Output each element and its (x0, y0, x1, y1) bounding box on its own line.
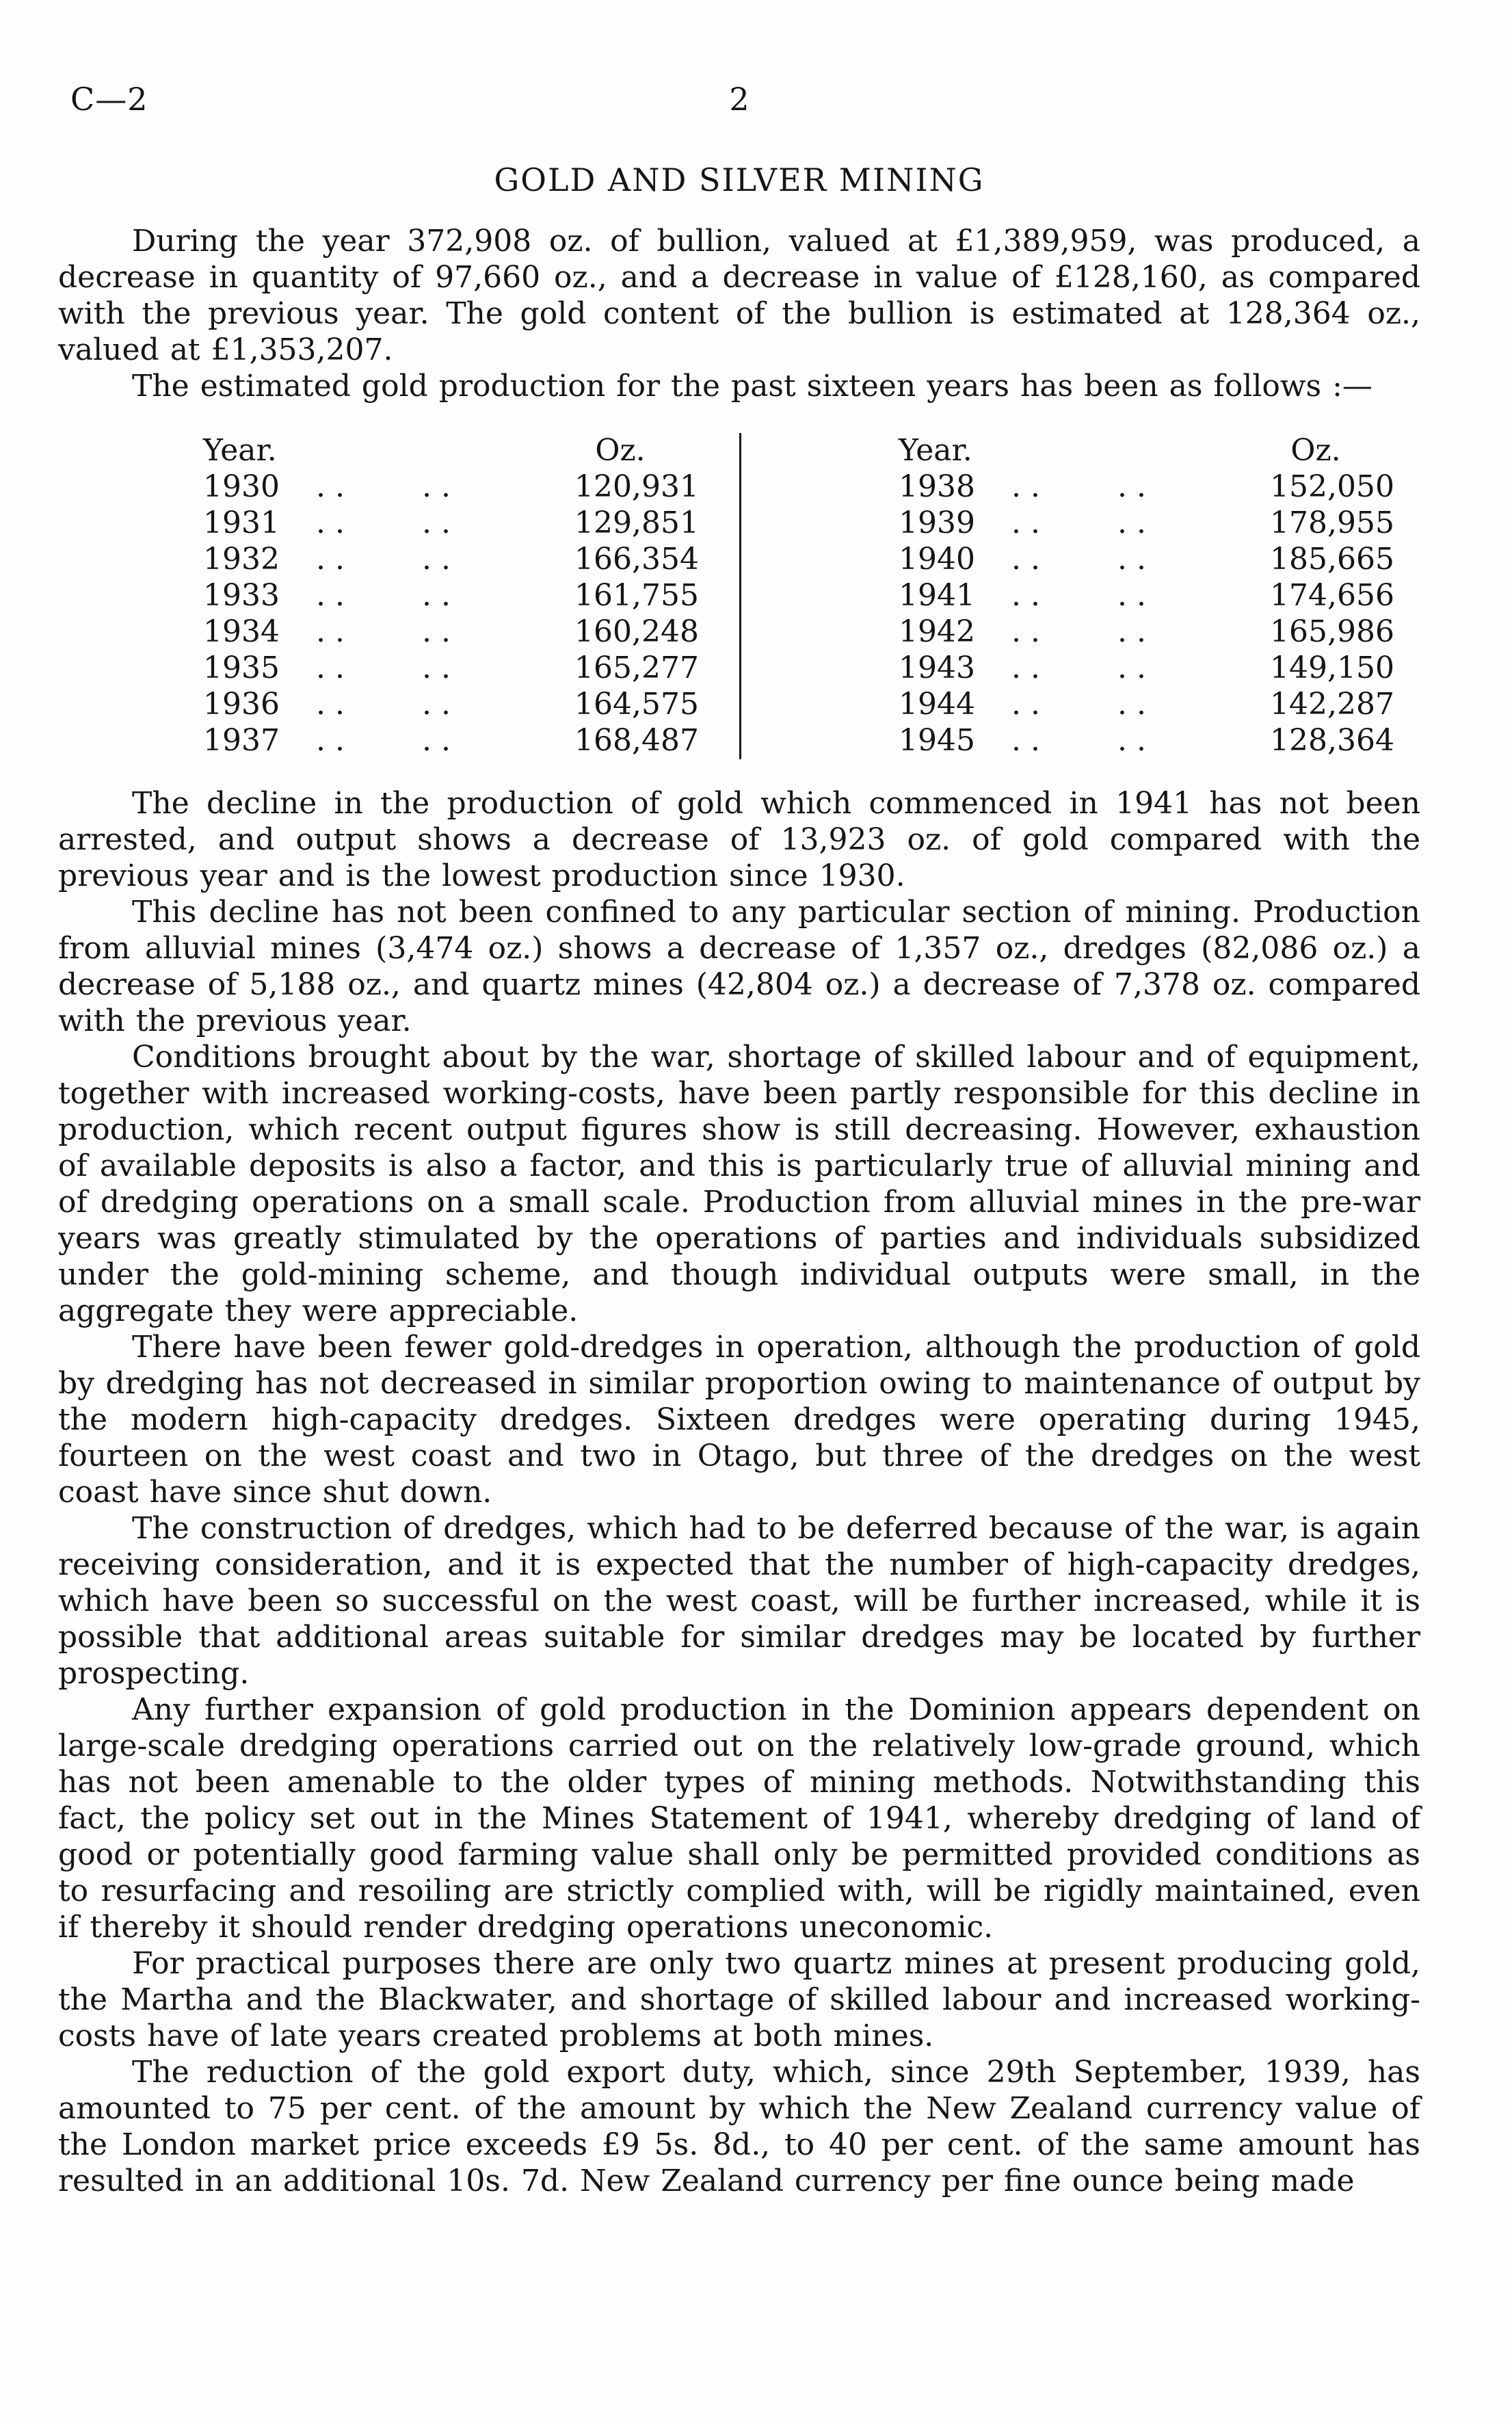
leader-dots: .. (1117, 723, 1156, 758)
leader-dots: .. (422, 723, 460, 758)
table-row (203, 651, 699, 687)
oz-cell: 128,364 (1270, 723, 1394, 758)
table-header-row (203, 433, 699, 469)
year-cell: 1936 (203, 687, 280, 722)
paragraph-bullion-summary: During the year 372,908 oz. of bullion, valued at £1,389,959, was produced, a decrease in quantity of 97,660 oz., and a decrease in value of £128,160, as compared with the previous year. The gold content of the bullion is estimated at 128,364 oz., valued at £1,353,207. (58, 224, 1420, 367)
leader-dots: .. (422, 614, 460, 649)
paragraph-decline: The decline in the production of gold which commenced in 1941 has not been arrested, and output shows a decrease of 13,923 oz. of gold compared with the previous year and is the lowest production since 1930. (58, 786, 1420, 893)
table-row (899, 505, 1394, 542)
table-row (899, 578, 1394, 614)
year-cell: 1934 (203, 614, 280, 649)
oz-column-header: Oz. (595, 433, 646, 468)
oz-cell: 185,665 (1270, 542, 1394, 577)
production-table-left-grid (203, 433, 699, 759)
leader-dots: .. (1117, 578, 1156, 613)
leader-dots: .. (1117, 542, 1156, 577)
leader-dots: .. (422, 505, 460, 540)
leader-dots: .. (316, 723, 354, 758)
oz-cell: 129,851 (574, 505, 699, 540)
paragraph-expansion-policy: Any further expansion of gold production in the Dominion appears dependent on large-scale dredging operations carried out on the relatively low-grade ground, which has not been amenable to the older types of mining methods. Notwithstanding this fact, the policy set out in the Mines Statement of 1941, whereby dredging of land of good or potentially good farming value shall only be permitted provided conditions as to resurfacing and resoiling are strictly complied with, will be rigidly maintained, even if thereby it should render dredging operations uneconomic. (58, 1692, 1420, 1945)
table-row (203, 505, 699, 542)
leader-dots: .. (422, 687, 460, 722)
paragraph-war-conditions: Conditions brought about by the war, shortage of skilled labour and of equipment, together with increased working-costs, have been partly responsible for this decline in production, which recent output figures show is still decreasing. However, exhaustion of available deposits is also a factor, and this is particularly true of alluvial mining and of dredging operations on a small scale. Production from alluvial mines in the pre-war years was greatly stimulated by the operations of parties and individuals subsidized under the gold-mining scheme, and though individual outputs were small, in the aggregate they were appreciable. (58, 1040, 1420, 1328)
table-row (203, 469, 699, 505)
table-row (899, 723, 1394, 759)
leader-dots: .. (316, 469, 354, 504)
oz-column-header: Oz. (1290, 433, 1341, 468)
page-header (58, 0, 1420, 118)
table-row (203, 723, 699, 759)
leader-dots: .. (1011, 614, 1050, 649)
table-row (899, 469, 1394, 505)
leader-dots: .. (1011, 469, 1050, 504)
oz-cell: 168,487 (574, 723, 699, 758)
table-row (203, 578, 699, 614)
oz-cell: 165,277 (574, 651, 699, 685)
leader-dots: .. (1117, 651, 1156, 685)
leader-dots: .. (1117, 614, 1156, 649)
document-reference: C—2 (70, 81, 148, 118)
leader-dots: .. (316, 614, 354, 649)
leader-dots: .. (316, 505, 354, 540)
table-row (899, 542, 1394, 578)
page-content (58, 0, 1420, 2199)
year-cell: 1941 (899, 578, 975, 613)
table-row (899, 687, 1394, 723)
oz-cell: 174,656 (1270, 578, 1394, 613)
table-row (203, 542, 699, 578)
section-title: GOLD AND SILVER MINING (494, 161, 985, 198)
leader-dots: .. (1011, 542, 1050, 577)
leader-dots: .. (316, 651, 354, 685)
production-table-left (58, 433, 739, 759)
year-cell: 1937 (203, 723, 280, 758)
leader-dots: .. (1011, 578, 1050, 613)
paragraph-table-intro: The estimated gold production for the past sixteen years has been as follows :— (132, 369, 1372, 404)
leader-dots: .. (1117, 469, 1156, 504)
page-number: 2 (729, 81, 750, 118)
year-cell: 1944 (899, 687, 975, 722)
year-cell: 1932 (203, 542, 280, 577)
leader-dots: .. (1117, 687, 1156, 722)
oz-cell: 149,150 (1270, 651, 1394, 685)
production-table-right-grid (899, 433, 1394, 759)
oz-cell: 142,287 (1270, 687, 1394, 722)
year-cell: 1935 (203, 651, 280, 685)
year-cell: 1943 (899, 651, 975, 685)
year-cell: 1930 (203, 469, 280, 504)
leader-dots: .. (422, 578, 460, 613)
leader-dots: .. (1011, 723, 1050, 758)
year-cell: 1931 (203, 505, 280, 540)
production-table (58, 433, 1420, 759)
leader-dots: .. (1011, 505, 1050, 540)
leader-dots: .. (422, 542, 460, 577)
leader-dots: .. (1011, 651, 1050, 685)
paragraph-dredge-construction: The construction of dredges, which had to be deferred because of the war, is again receiving consideration, and it is expected that the number of high-capacity dredges, which have been so successful on the west coast, will be further increased, while it is possible that additional areas suitable for similar dredges may be located by further prospecting. (58, 1511, 1420, 1691)
leader-dots: .. (422, 651, 460, 685)
oz-cell: 165,986 (1270, 614, 1394, 649)
oz-cell: 178,955 (1270, 505, 1394, 540)
oz-cell: 161,755 (574, 578, 699, 613)
table-header-row (899, 433, 1394, 469)
leader-dots: .. (1117, 505, 1156, 540)
oz-cell: 120,931 (574, 469, 699, 504)
leader-dots: .. (316, 542, 354, 577)
paragraph-sections: This decline has not been confined to any particular section of mining. Production from alluvial mines (3,474 oz.) shows a decrease of 1,357 oz., dredges (82,086 oz.) a decrease of 5,188 oz., and quartz mines (42,804 oz.) a decrease of 7,378 oz. compared with the previous year. (58, 895, 1420, 1038)
production-table-right (739, 433, 1420, 759)
paragraph-dredges-operating: There have been fewer gold-dredges in operation, although the production of gold by dredging has not decreased in similar proportion owing to maintenance of output by the modern high-capacity dredges. Sixteen dredges were operating during 1945, fourteen on the west coast and two in Otago, but three of the dredges on the west coast have since shut down. (58, 1330, 1420, 1510)
table-row (203, 687, 699, 723)
year-column-header: Year. (899, 433, 972, 468)
leader-dots: .. (316, 578, 354, 613)
year-cell: 1939 (899, 505, 975, 540)
year-column-header: Year. (203, 433, 277, 468)
year-cell: 1942 (899, 614, 975, 649)
year-cell: 1945 (899, 723, 975, 758)
year-cell: 1938 (899, 469, 975, 504)
leader-dots: .. (316, 687, 354, 722)
table-row (899, 651, 1394, 687)
leader-dots: .. (1011, 687, 1050, 722)
paragraph-export-duty: The reduction of the gold export duty, which, since 29th September, 1939, has amounted to 75 per cent. of the amount by which the New Zealand currency value of the London market price exceeds £9 5s. 8d., to 40 per cent. of the same amount has resulted in an additional 10s. 7d. New Zealand currency per fine ounce being made (58, 2055, 1420, 2198)
oz-cell: 166,354 (574, 542, 699, 577)
oz-cell: 152,050 (1270, 469, 1394, 504)
leader-dots: .. (422, 469, 460, 504)
table-row (899, 614, 1394, 651)
oz-cell: 164,575 (574, 687, 699, 722)
oz-cell: 160,248 (574, 614, 699, 649)
year-cell: 1940 (899, 542, 975, 577)
table-row (203, 614, 699, 651)
year-cell: 1933 (203, 578, 280, 613)
paragraph-quartz-mines: For practical purposes there are only two quartz mines at present producing gold, the Martha and the Blackwater, and shortage of skilled labour and increased working-costs have of late years created problems at both mines. (58, 1946, 1420, 2053)
